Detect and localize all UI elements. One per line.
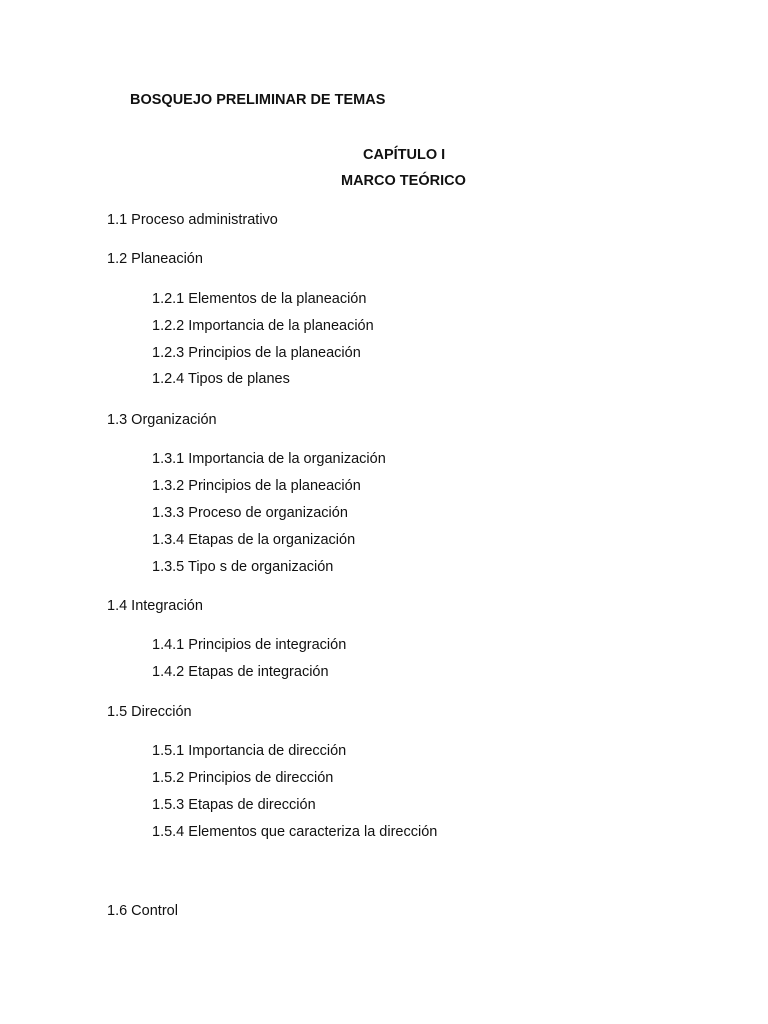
- subsection-1-5-2: 1.5.2 Principios de dirección: [152, 770, 334, 786]
- subsection-1-2-2: 1.2.2 Importancia de la planeación: [152, 318, 374, 334]
- chapter-title: MARCO TEÓRICO: [341, 173, 466, 189]
- section-1-6: 1.6 Control: [107, 903, 178, 919]
- subsection-1-3-3: 1.3.3 Proceso de organización: [152, 505, 348, 521]
- subsection-1-5-3: 1.5.3 Etapas de dirección: [152, 797, 316, 813]
- subsection-1-2-4: 1.2.4 Tipos de planes: [152, 371, 290, 387]
- subsection-1-2-3: 1.2.3 Principios de la planeación: [152, 345, 361, 361]
- section-1-1: 1.1 Proceso administrativo: [107, 212, 278, 228]
- subsection-1-3-1: 1.3.1 Importancia de la organización: [152, 451, 386, 467]
- subsection-1-2-1: 1.2.1 Elementos de la planeación: [152, 291, 367, 307]
- subsection-1-3-2: 1.3.2 Principios de la planeación: [152, 478, 361, 494]
- subsection-1-5-4: 1.5.4 Elementos que caracteriza la dirección: [152, 824, 438, 840]
- subsection-1-4-1: 1.4.1 Principios de integración: [152, 637, 347, 653]
- subsection-1-5-1: 1.5.1 Importancia de dirección: [152, 743, 347, 759]
- section-1-2: 1.2 Planeación: [107, 251, 203, 267]
- subsection-1-3-5: 1.3.5 Tipo s de organización: [152, 559, 334, 575]
- section-1-3: 1.3 Organización: [107, 412, 217, 428]
- subsection-1-3-4: 1.3.4 Etapas de la organización: [152, 532, 356, 548]
- chapter-number: CAPÍTULO I: [363, 147, 446, 163]
- subsection-1-4-2: 1.4.2 Etapas de integración: [152, 664, 329, 680]
- document-heading: BOSQUEJO PRELIMINAR DE TEMAS: [130, 92, 386, 108]
- section-1-4: 1.4 Integración: [107, 598, 203, 614]
- section-1-5: 1.5 Dirección: [107, 704, 192, 720]
